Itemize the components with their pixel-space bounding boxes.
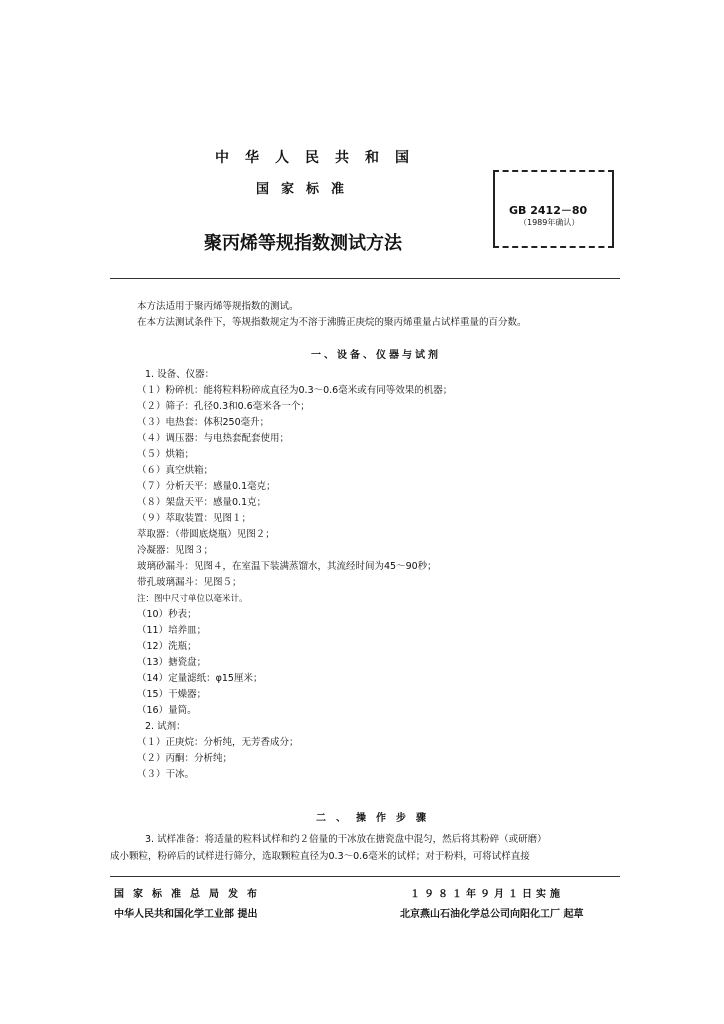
header-national-standard: 国家标准 <box>256 182 357 197</box>
header-rule <box>110 278 620 279</box>
list-item: （12）洗瓶； <box>137 641 197 652</box>
note: 注：图中尺寸单位以毫米计。 <box>137 594 248 604</box>
list-item: （11）培养皿； <box>137 625 207 636</box>
list-item: （16）量筒。 <box>137 705 197 716</box>
footer-issuer: 国家标准总局发布 <box>114 889 266 900</box>
list-item: （１）正庚烷：分析纯，无芳香成分； <box>137 737 299 748</box>
list-item: （６）真空烘箱； <box>137 465 214 476</box>
list-item: 带孔玻璃漏斗：见图５； <box>137 577 242 588</box>
footer-proposer: 中华人民共和国化学工业部 提出 <box>114 909 258 920</box>
section2-heading: 二、操作步骤 <box>316 813 436 824</box>
document-title: 聚丙烯等规指数测试方法 <box>204 233 402 254</box>
section1-heading: 一、设备、仪器与试剂 <box>311 350 441 361</box>
list-item: （15）干燥器； <box>137 689 207 700</box>
list-item: 1. 设备、仪器： <box>145 369 215 380</box>
list-item: （７）分析天平：感量0.1毫克； <box>137 481 276 492</box>
paragraph-line: 3. 试样准备：将适量的粒料试样和约２倍量的干冰放在搪瓷盘中混匀，然后将其粉碎（或研磨） <box>145 834 547 845</box>
list-item: （13）搪瓷盘； <box>137 657 207 668</box>
paragraph-line: 成小颗粒，粉碎后的试样进行筛分，选取颗粒直径为0.3～0.6毫米的试样；对于粉料，可将试样直接 <box>110 851 530 862</box>
footer-rule <box>110 876 620 877</box>
list-item: （３）电热套：体积250毫升； <box>137 417 270 428</box>
list-item: （８）架盘天平：感量0.1克； <box>137 497 267 508</box>
list-item: （５）烘箱； <box>137 449 195 460</box>
list-item: 2. 试剂： <box>145 721 186 732</box>
list-item: 萃取器：（带圆底烧瓶）见图２； <box>137 529 275 540</box>
list-item: （10）秒表； <box>137 609 197 620</box>
header-country: 中华人民共和国 <box>215 150 425 166</box>
intro-line: 在本方法测试条件下，等规指数规定为不溶于沸腾正庚烷的聚丙烯重量占试样重量的百分数。 <box>137 317 527 328</box>
list-item: （３）干冰。 <box>137 769 195 780</box>
intro-line: 本方法适用于聚丙烯等规指数的测试。 <box>137 301 299 312</box>
gb-code: GB 2412－80 <box>509 204 588 217</box>
footer-date: １９８１年９月１日实施 <box>410 889 564 900</box>
list-item: （４）调压器：与电热套配套使用； <box>137 433 290 444</box>
list-item: 冷凝器：见图３； <box>137 545 214 556</box>
list-item: （14）定量滤纸：φ15厘米； <box>137 673 263 684</box>
standard-number-box <box>493 170 614 248</box>
list-item: 玻璃砂漏斗：见图４，在室温下装满蒸馏水，其流经时间为45～90秒； <box>137 561 437 572</box>
list-item: （２）丙酮：分析纯； <box>137 753 233 764</box>
list-item: （９）萃取装置：见图１； <box>137 513 252 524</box>
list-item: （１）粉碎机：能将粒料粉碎成直径为0.3～0.6毫米或有同等效果的机器； <box>137 385 453 396</box>
footer-drafter: 北京燕山石油化学总公司向阳化工厂 起草 <box>400 909 584 920</box>
confirm-note: （1989年确认） <box>519 218 580 227</box>
list-item: （２）筛子：孔径0.3和0.6毫米各一个； <box>137 401 310 412</box>
